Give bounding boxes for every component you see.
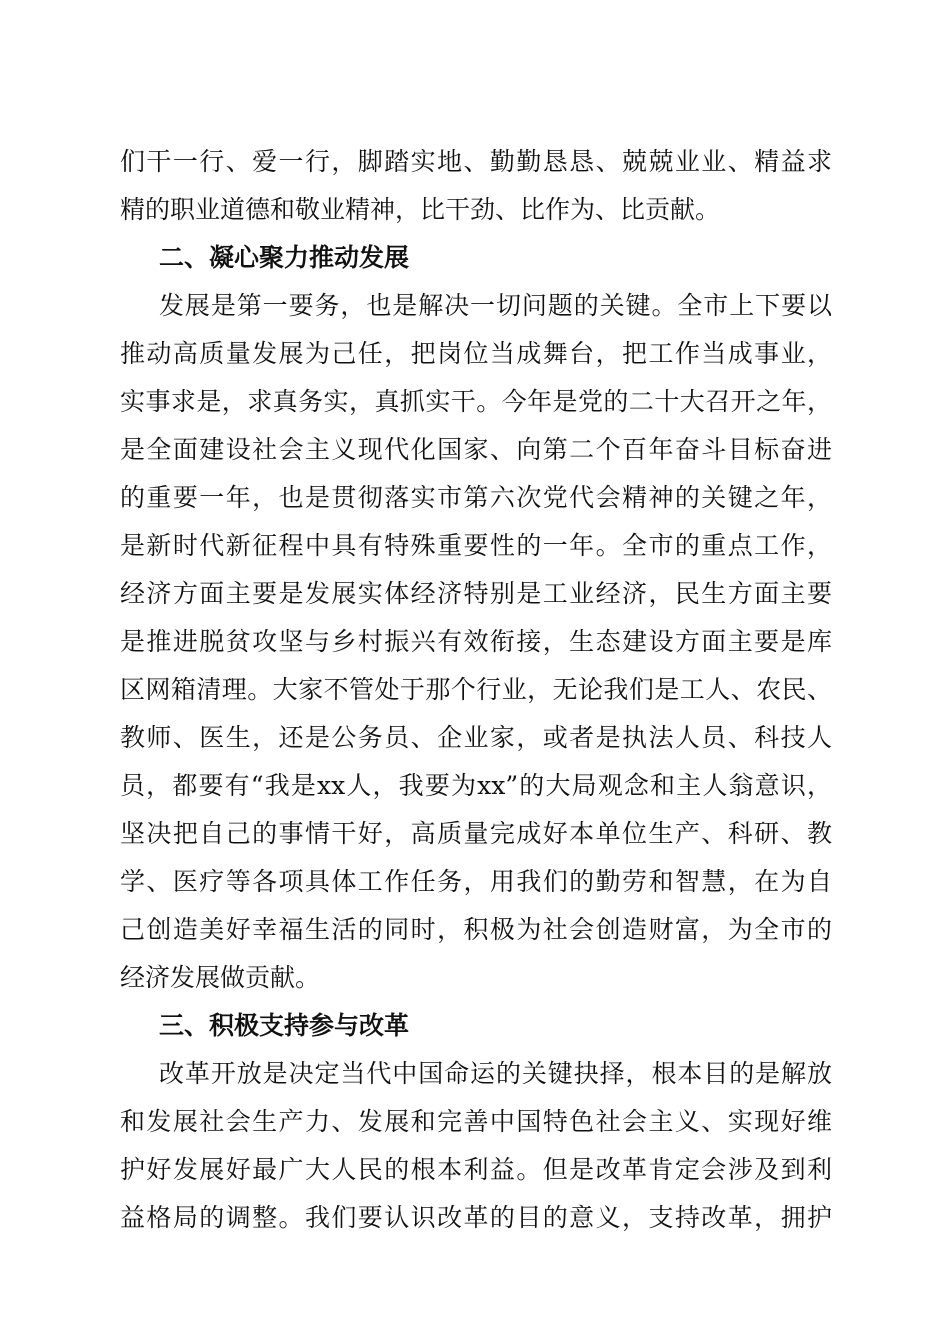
paragraph-line: 的重要一年，也是贯彻落实市第六次党代会精神的关键之年，: [120, 483, 832, 512]
paragraph-line: 是全面建设社会主义现代化国家、向第二个百年奋斗目标奋进: [120, 435, 832, 464]
section-heading: 二、凝心聚力推动发展: [159, 243, 410, 272]
paragraph-line: 护好发展好最广大人民的根本利益。但是改革肯定会涉及到利: [120, 1155, 832, 1184]
paragraph-line: 精的职业道德和敬业精神，比干劲、比作为、比贡献。: [120, 195, 721, 224]
paragraph-line: 和发展社会生产力、发展和完善中国特色社会主义、实现好维: [120, 1107, 832, 1136]
paragraph-line: 们干一行、爱一行，脚踏实地、勤勤恳恳、兢兢业业、精益求: [120, 147, 832, 176]
paragraph-line: 改革开放是决定当代中国命运的关键抉择，根本目的是解放: [159, 1059, 832, 1088]
document-body: [120, 138, 832, 1242]
paragraph-line: 经济方面主要是发展实体经济特别是工业经济，民生方面主要: [120, 579, 832, 608]
paragraph-line: 是新时代新征程中具有特殊重要性的一年。全市的重点工作，: [120, 531, 832, 560]
paragraph-line: 教师、医生，还是公务员、企业家，或者是执法人员、科技人: [120, 723, 832, 752]
paragraph-line: 推动高质量发展为己任，把岗位当成舞台，把工作当成事业，: [120, 339, 832, 368]
paragraph-line: 学、医疗等各项具体工作任务，用我们的勤劳和智慧，在为自: [120, 867, 832, 896]
paragraph-line: 发展是第一要务，也是解决一切问题的关键。全市上下要以: [159, 291, 832, 320]
paragraph-line: 己创造美好幸福生活的同时，积极为社会创造财富，为全市的: [120, 915, 832, 944]
paragraph-line: 实事求是，求真务实，真抓实干。今年是党的二十大召开之年，: [120, 387, 832, 416]
paragraph-line: 员，都要有“我是xx人，我要为xx”的大局观念和主人翁意识，: [120, 771, 832, 800]
paragraph-line: 益格局的调整。我们要认识改革的目的意义，支持改革，拥护: [120, 1203, 832, 1232]
paragraph-line: 坚决把自己的事情干好，高质量完成好本单位生产、科研、教: [120, 819, 832, 848]
paragraph-line: 经济发展做贡献。: [120, 963, 321, 992]
paragraph-line: 是推进脱贫攻坚与乡村振兴有效衔接，生态建设方面主要是库: [120, 627, 832, 656]
section-heading: 三、积极支持参与改革: [159, 1011, 410, 1040]
paragraph-line: 区网箱清理。大家不管处于那个行业，无论我们是工人、农民、: [120, 675, 832, 704]
